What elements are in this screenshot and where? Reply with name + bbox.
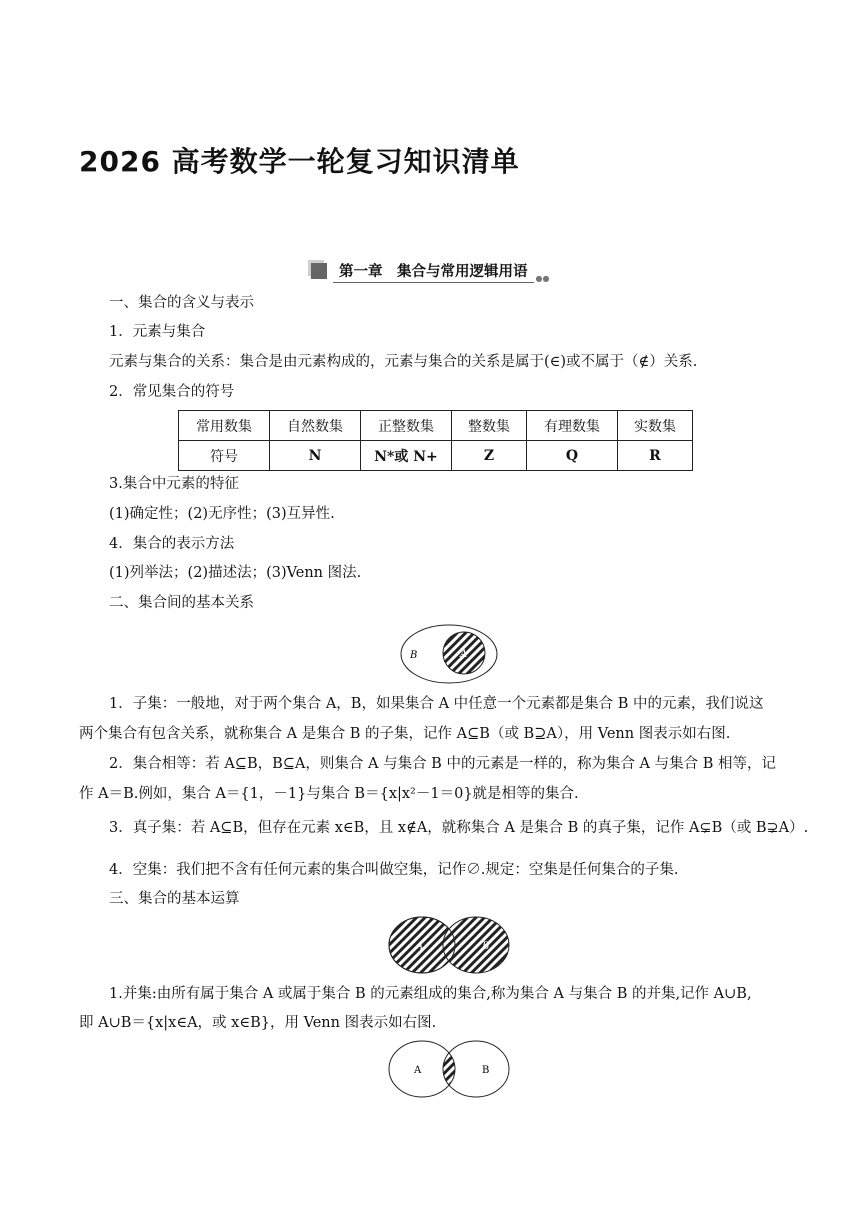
table-cell: Z — [452, 441, 527, 471]
venn-label-a: A — [414, 1065, 422, 1076]
element-features-text: (1)确定性；(2)无序性；(3)互异性. — [109, 506, 335, 522]
subset-text-line-1: 1．子集：一般地，对于两个集合 A，B，如果集合 A 中任意一个元素都是集合 B 中的元素，我们说这 — [109, 696, 764, 712]
union-text-line-1: 1.并集:由所有属于集合 A 或属于集合 B 的元素组成的集合,称为集合 A 与集合 B 的并集,记作 A∪B, — [109, 986, 752, 1002]
table-cell: 正整数集 — [361, 411, 452, 441]
section-3-heading: 三、集合的基本运算 — [109, 891, 240, 907]
table-row — [179, 441, 693, 471]
equal-sets-line-1: 2．集合相等：若 A⊆B，B⊆A，则集合 A 与集合 B 中的元素是一样的，称为集合 A 与集合 B 相等，记 — [109, 756, 777, 772]
table-cell: N*或 N+ — [361, 441, 452, 471]
set-b-ellipse — [443, 917, 509, 973]
element-set-text: 元素与集合的关系：集合是由元素构成的，元素与集合的关系是属于(∈)或不属于（∉）关系. — [109, 354, 698, 370]
element-set-heading: 1．元素与集合 — [109, 324, 206, 340]
intersection-venn-diagram — [384, 1038, 516, 1100]
venn-label-b: B — [482, 941, 490, 952]
chapter-dots-icon: ●● — [535, 273, 550, 283]
chapter-square-icon — [311, 263, 327, 279]
table-header-row — [179, 411, 693, 441]
set-symbols-table — [178, 410, 693, 471]
table-cell: R — [618, 441, 693, 471]
set-symbols-heading: 2．常见集合的符号 — [109, 384, 235, 400]
document-title: 2026 高考数学一轮复习知识清单 — [79, 145, 520, 178]
section-1-heading: 一、集合的含义与表示 — [109, 295, 254, 311]
chapter-banner — [311, 258, 549, 284]
union-text-line-2: 即 A∪B＝{x|x∈A，或 x∈B}，用 Venn 图表示如右图. — [79, 1015, 437, 1031]
representation-heading: 4．集合的表示方法 — [109, 536, 235, 552]
table-cell: 符号 — [179, 441, 270, 471]
subset-venn-diagram — [398, 622, 502, 686]
table-cell: 自然数集 — [270, 411, 361, 441]
table-cell: 常用数集 — [179, 411, 270, 441]
equal-sets-line-2: 作 A＝B.例如，集合 A＝{1，－1}与集合 B＝{x|x²－1＝0}就是相等的集合. — [79, 786, 579, 802]
table-cell: Q — [527, 441, 618, 471]
venn-label-a: A — [460, 649, 468, 660]
union-venn-diagram — [384, 914, 516, 976]
subset-text-line-2: 两个集合有包含关系，就称集合 A 是集合 B 的子集，记作 A⊆B（或 B⊇A），用 Venn 图表示如右图. — [79, 726, 731, 742]
section-2-heading: 二、集合间的基本关系 — [109, 595, 254, 611]
venn-label-a: A — [416, 941, 424, 952]
empty-set-text: 4．空集：我们把不含有任何元素的集合叫做空集，记作∅.规定：空集是任何集合的子集. — [109, 862, 679, 878]
representation-text: (1)列举法；(2)描述法；(3)Venn 图法. — [109, 565, 362, 581]
table-cell: 有理数集 — [527, 411, 618, 441]
table-cell: 整数集 — [452, 411, 527, 441]
venn-label-b: B — [410, 650, 418, 661]
table-cell: N — [270, 441, 361, 471]
venn-label-b: B — [482, 1065, 490, 1076]
chapter-title: 第一章 集合与常用逻辑用语 — [333, 260, 534, 283]
table-cell: 实数集 — [618, 411, 693, 441]
element-features-heading: 3.集合中元素的特征 — [109, 476, 239, 492]
proper-subset-text: 3．真子集：若 A⊆B，但存在元素 x∈B，且 x∉A，就称集合 A 是集合 B 的真子集，记作 A⊊B（或 B⊋A）. — [109, 820, 809, 836]
